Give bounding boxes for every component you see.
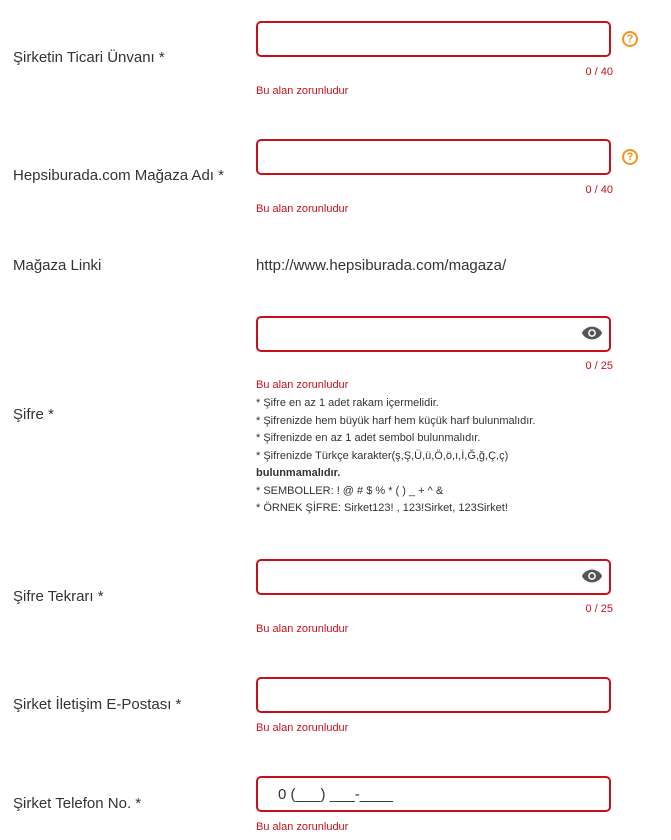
password-repeat-input[interactable] [256,559,611,595]
password-repeat-error: Bu alan zorunludur [256,623,349,635]
eye-icon[interactable] [581,325,603,341]
store-name-counter: 0 / 40 [585,184,613,196]
password-repeat-label: Şifre Tekrarı * [13,588,104,605]
company-name-error: Bu alan zorunludur [256,85,349,97]
store-link-label: Mağaza Linki [13,257,102,274]
store-name-label: Hepsiburada.com Mağaza Adı * [13,167,224,184]
phone-input[interactable] [256,776,611,812]
password-rule: * Şifrenizde hem büyük harf hem küçük harf bulunmalıdır. [256,414,536,427]
password-repeat-counter: 0 / 25 [585,603,613,615]
company-name-counter: 0 / 40 [585,66,613,78]
store-name-input[interactable] [256,139,611,175]
email-error: Bu alan zorunludur [256,722,349,734]
password-counter: 0 / 25 [585,360,613,372]
store-name-error: Bu alan zorunludur [256,203,349,215]
company-name-input[interactable] [256,21,611,57]
phone-label: Şirket Telefon No. * [13,795,142,812]
password-rules [256,395,535,518]
password-input[interactable] [256,316,611,352]
password-rule: * ÖRNEK ŞİFRE: Sirket123! , 123!Sirket, 123Sirket! [256,502,508,514]
password-rule: * SEMBOLLER: ! @ # $ % * ( ) _ + ^ & [256,484,444,497]
email-input[interactable] [256,677,611,713]
password-rule: * Şifrenizde Türkçe karakter(ş,Ş,Ü,ü,Ö,ö,ı,İ,Ğ,ğ,Ç,ç) [256,449,509,462]
eye-icon[interactable] [581,568,603,584]
phone-mask: 0 (___) ___-____ [278,786,394,803]
password-rule: bulunmamalıdır. [256,467,341,479]
email-label: Şirket İletişim E-Postası * [13,696,182,713]
password-label: Şifre * [13,406,54,423]
store-link-value: http://www.hepsiburada.com/magaza/ [256,257,507,274]
password-rule: * Şifre en az 1 adet rakam içermelidir. [256,397,439,409]
password-rule: * Şifrenizde en az 1 adet sembol bulunmalıdır. [256,432,481,444]
company-name-label: Şirketin Ticari Ünvanı * [13,49,165,66]
phone-error: Bu alan zorunludur [256,821,349,833]
password-error: Bu alan zorunludur [256,379,349,391]
question-icon[interactable]: ? [622,31,638,47]
question-icon[interactable]: ? [622,149,638,165]
